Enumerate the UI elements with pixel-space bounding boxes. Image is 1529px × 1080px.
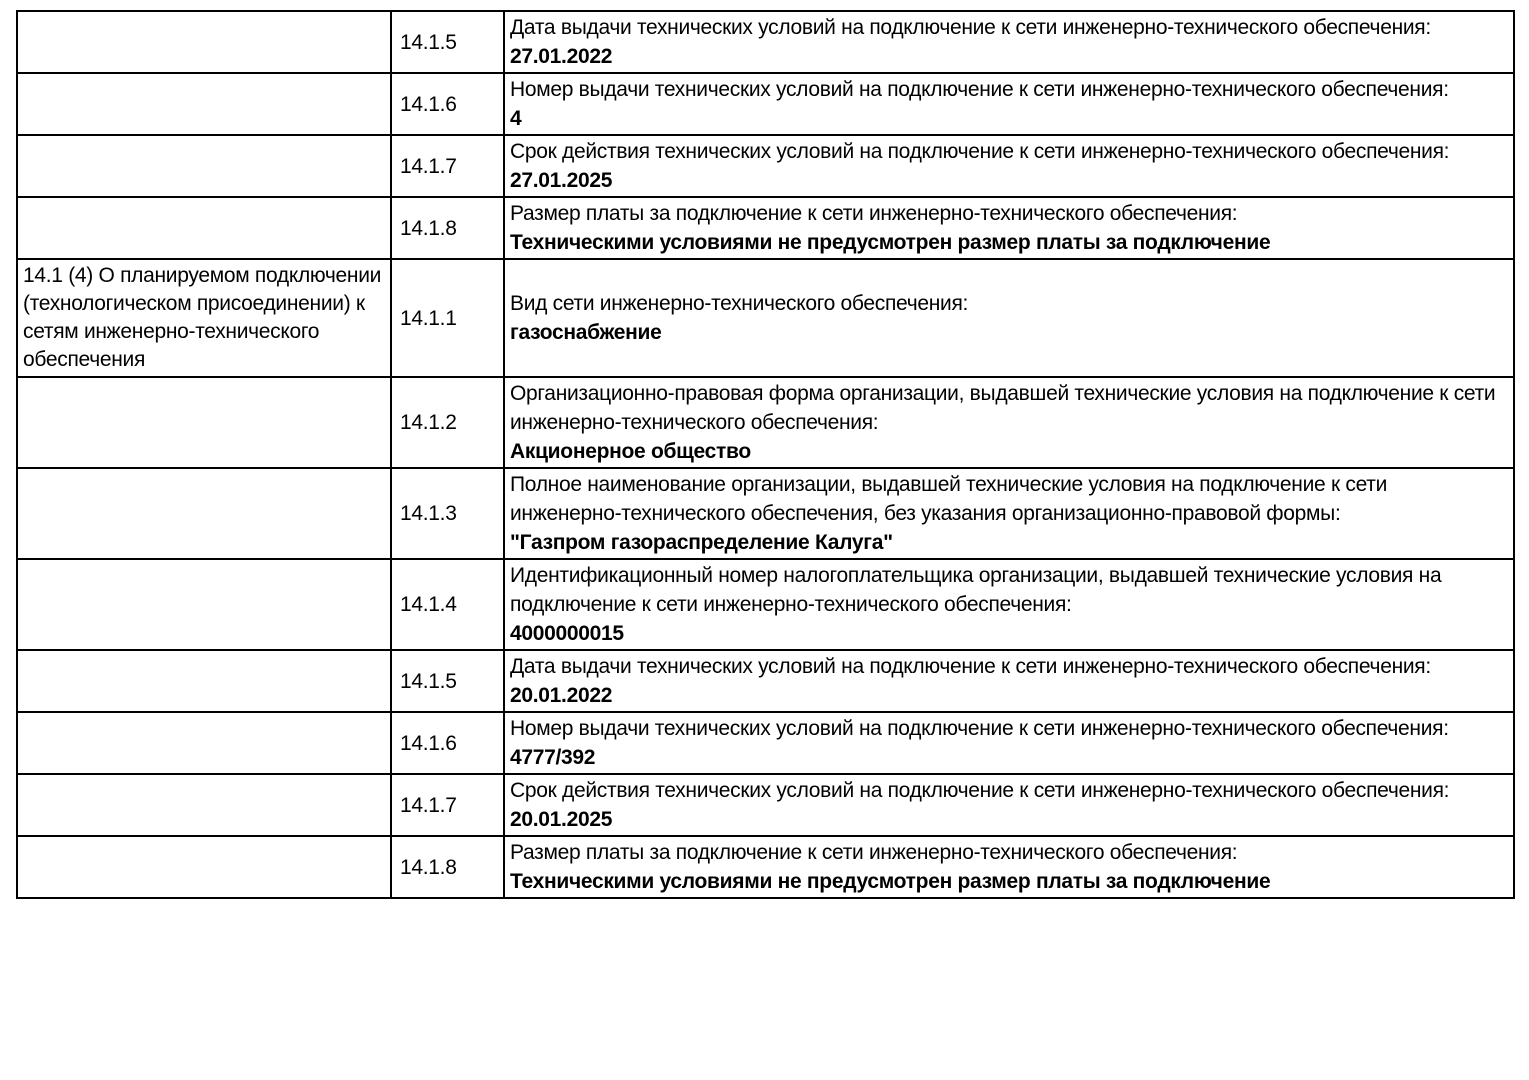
item-content-cell — [504, 135, 1514, 197]
item-content-cell — [504, 377, 1514, 468]
item-number-cell — [391, 712, 504, 774]
item-number: 14.1.7 — [400, 793, 457, 817]
item-value: 4 — [510, 107, 522, 130]
section-cell — [17, 377, 391, 468]
item-label: Размер платы за подключение к сети инженерно-технического обеспечения: — [510, 841, 1238, 864]
section-cell — [17, 712, 391, 774]
item-label: Срок действия технических условий на подключение к сети инженерно-технического обеспечения: — [510, 140, 1450, 163]
item-content-cell — [504, 712, 1514, 774]
item-number: 14.1.8 — [400, 216, 457, 240]
item-number: 14.1.6 — [400, 92, 457, 116]
item-value: 20.01.2022 — [510, 684, 613, 707]
item-label: Дата выдачи технических условий на подключение к сети инженерно-технического обеспечения: — [510, 655, 1431, 678]
item-value: Техническими условиями не предусмотрен размер платы за подключение — [510, 231, 1271, 254]
item-label: Срок действия технических условий на подключение к сети инженерно-технического обеспечения: — [510, 779, 1450, 802]
table-row — [17, 559, 1514, 650]
item-content-cell — [504, 259, 1514, 377]
item-number-cell — [391, 135, 504, 197]
item-number: 14.1.3 — [400, 502, 457, 525]
section-cell — [17, 11, 391, 73]
tech-conditions-table — [16, 10, 1515, 899]
section-cell — [17, 468, 391, 559]
item-value: 27.01.2025 — [510, 169, 613, 192]
table-body — [17, 11, 1514, 898]
item-value: 20.01.2025 — [510, 808, 613, 831]
item-value: 4777/392 — [510, 746, 596, 769]
section-cell — [17, 559, 391, 650]
item-number-cell — [391, 73, 504, 135]
item-number-cell — [391, 197, 504, 259]
section-cell — [17, 259, 391, 377]
table-row — [17, 836, 1514, 898]
table-row — [17, 259, 1514, 377]
item-label: Идентификационный номер налогоплательщика организации, выдавшей технические условия на подключение к сети инженерно-технического обеспечения: — [510, 564, 1442, 616]
item-number: 14.1.8 — [400, 855, 457, 879]
item-label: Вид сети инженерно-технического обеспечения: — [510, 292, 969, 315]
item-number-cell — [391, 836, 504, 898]
item-value: Техническими условиями не предусмотрен размер платы за подключение — [510, 870, 1271, 893]
table-row — [17, 712, 1514, 774]
table-row — [17, 377, 1514, 468]
item-number-cell — [391, 650, 504, 712]
item-content-cell — [504, 836, 1514, 898]
section-cell — [17, 774, 391, 836]
item-number: 14.1.1 — [400, 306, 457, 330]
item-label: Полное наименование организации, выдавшей технические условия на подключение к сети инженерно-технического обеспечения, без указания организационно-правовой формы: — [510, 473, 1387, 525]
item-value: 27.01.2022 — [510, 45, 613, 68]
item-number-cell — [391, 11, 504, 73]
table-row — [17, 650, 1514, 712]
section-cell — [17, 135, 391, 197]
item-number-cell — [391, 468, 504, 559]
section-cell — [17, 836, 391, 898]
item-content-cell — [504, 650, 1514, 712]
item-content-cell — [504, 11, 1514, 73]
item-content-cell — [504, 73, 1514, 135]
item-label: Дата выдачи технических условий на подключение к сети инженерно-технического обеспечения: — [510, 16, 1431, 39]
table-row — [17, 468, 1514, 559]
table-row — [17, 11, 1514, 73]
item-value: Акционерное общество — [510, 440, 751, 463]
table-row — [17, 73, 1514, 135]
item-label: Номер выдачи технических условий на подключение к сети инженерно-технического обеспечения: — [510, 717, 1449, 740]
item-number: 14.1.4 — [400, 593, 457, 616]
section-label: 14.1 (4) О планируемом подключении (технологическом присоединении) к сетям инженерно-технического обеспечения — [23, 264, 382, 371]
item-number: 14.1.5 — [400, 30, 457, 54]
table-row — [17, 135, 1514, 197]
item-content-cell — [504, 197, 1514, 259]
item-label: Организационно-правовая форма организации, выдавшей технические условия на подключение к сети инженерно-технического обеспечения: — [510, 382, 1496, 434]
item-number-cell — [391, 774, 504, 836]
item-label: Размер платы за подключение к сети инженерно-технического обеспечения: — [510, 202, 1238, 225]
item-value: 4000000015 — [510, 622, 624, 645]
item-value: газоснабжение — [510, 321, 662, 344]
section-cell — [17, 650, 391, 712]
table-row — [17, 197, 1514, 259]
item-number-cell — [391, 259, 504, 377]
item-number: 14.1.6 — [400, 731, 457, 755]
section-cell — [17, 73, 391, 135]
item-content-cell — [504, 468, 1514, 559]
item-content-cell — [504, 774, 1514, 836]
section-cell — [17, 197, 391, 259]
item-number: 14.1.7 — [400, 154, 457, 178]
item-number: 14.1.2 — [400, 411, 457, 434]
item-content-cell — [504, 559, 1514, 650]
item-label: Номер выдачи технических условий на подключение к сети инженерно-технического обеспечения: — [510, 78, 1449, 101]
item-number: 14.1.5 — [400, 669, 457, 693]
item-value: "Газпром газораспределение Калуга" — [510, 531, 893, 554]
table-row — [17, 774, 1514, 836]
item-number-cell — [391, 377, 504, 468]
item-number-cell — [391, 559, 504, 650]
